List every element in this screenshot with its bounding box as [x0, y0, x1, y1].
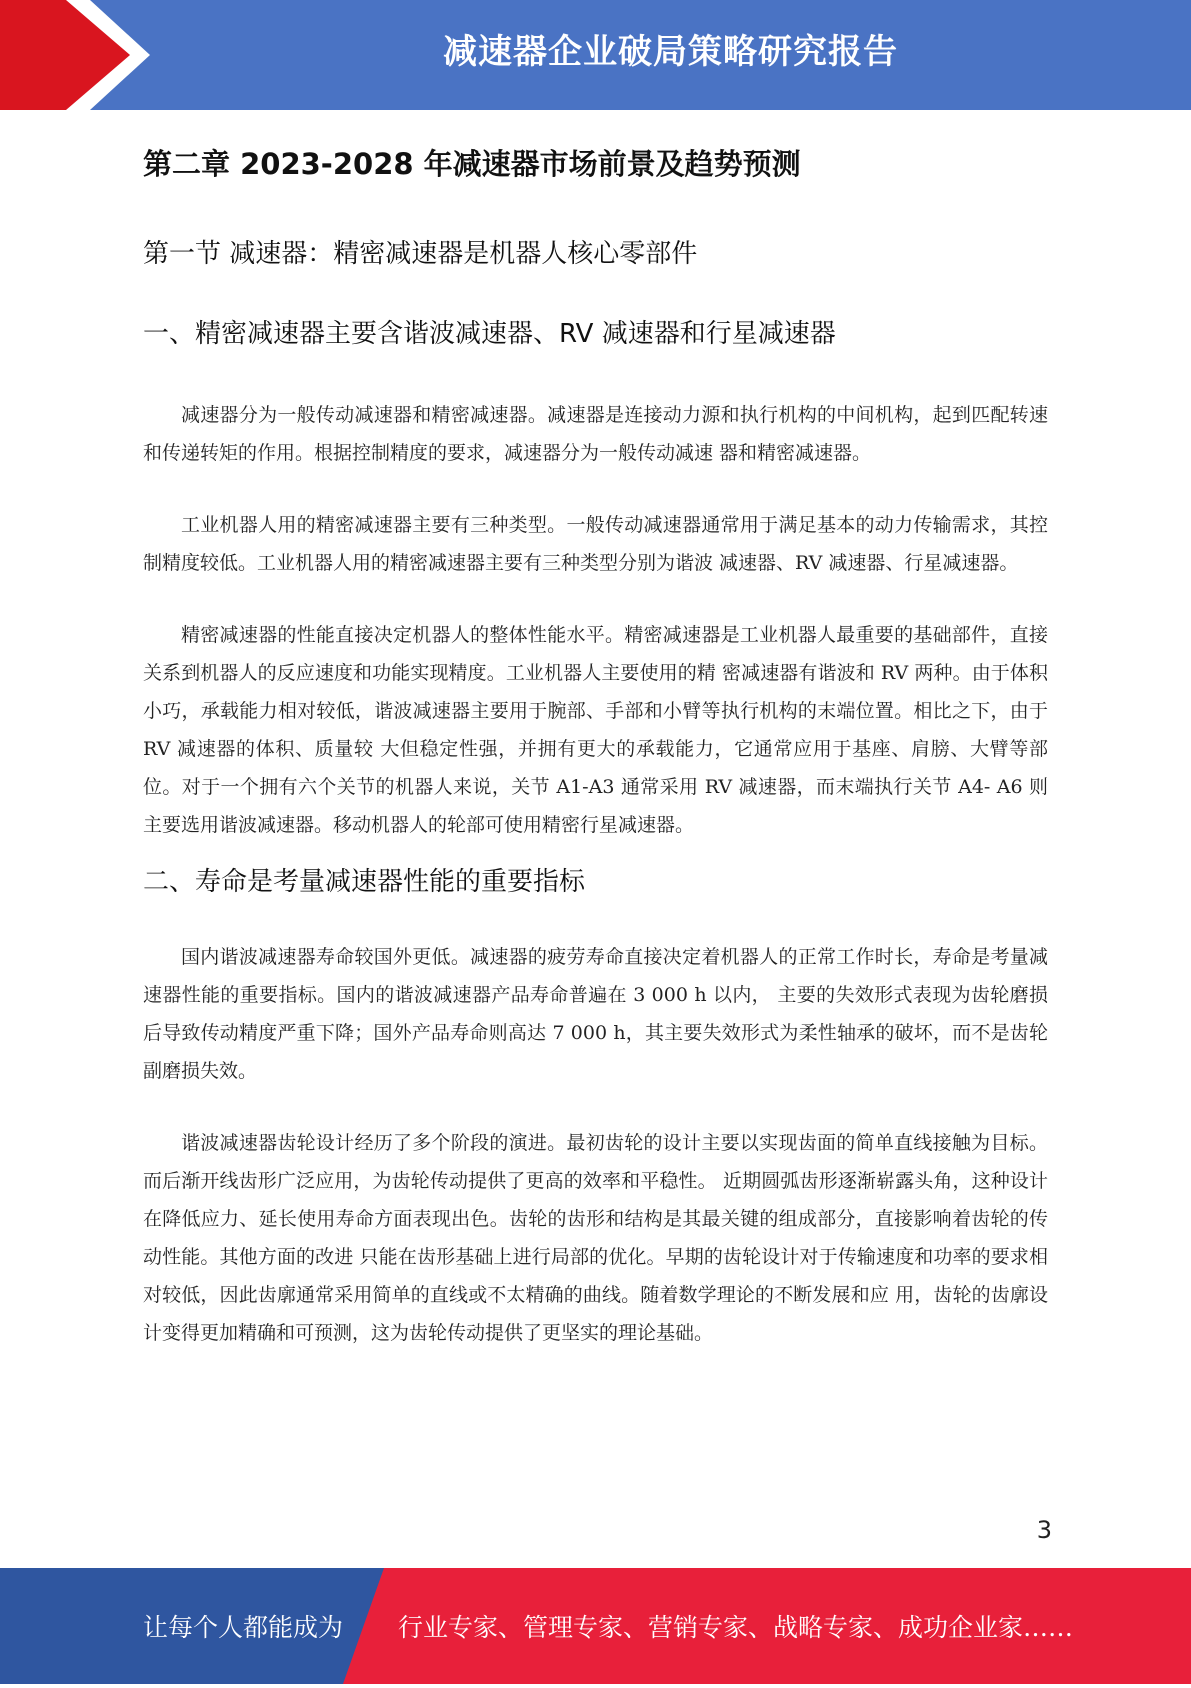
- report-header: [0, 0, 1191, 110]
- page-number: 3: [1036, 1516, 1052, 1544]
- footer-slogan-right: 行业专家、管理专家、营销专家、战略专家、成功企业家……: [398, 1613, 1074, 1642]
- chevron-red-arrow: [0, 0, 130, 110]
- footer-slogan-left: 让每个人都能成为: [143, 1613, 344, 1642]
- section-title: 第一节 减速器：精密减速器是机器人核心零部件: [143, 239, 698, 269]
- chapter-title: 第二章 2023-2028 年减速器市场前景及趋势预测: [143, 147, 801, 181]
- subsection-title-1: 一、精密减速器主要含谐波减速器、RV 减速器和行星减速器: [143, 319, 836, 349]
- paragraph: 减速器分为一般传动减速器和精密减速器。减速器是连接动力源和执行机构的中间机构，起到匹配转速和传递转矩的作用。根据控制精度的要求，减速器分为一般传动减速 器和精密减速器。: [143, 404, 1048, 464]
- report-footer: [0, 1568, 1191, 1684]
- report-title: 减速器企业破局策略研究报告: [443, 32, 898, 72]
- paragraph: 精密减速器的性能直接决定机器人的整体性能水平。精密减速器是工业机器人最重要的基础部件，直接关系到机器人的反应速度和功能实现精度。工业机器人主要使用的精 密减速器有谐波和 RV 两种。由于体积小巧，承载能力相对较低，谐波减速器主要用于腕部、手部和小臂等执行机构的末端位置。相比之下，由于 RV 减速器的体积、质量较 大但稳定性强，并拥有更大的承载能力，它通常应用于基座、肩膀、大臂等部位。对于一个拥有六个关节的机器人来说，关节 A1-A3 通常采用 RV 减速器，而末端执行关节 A4- A6 则主要选用谐波减速器。移动机器人的轮部可使用精密行星减速器。: [143, 624, 1048, 836]
- paragraph: 国内谐波减速器寿命较国外更低。减速器的疲劳寿命直接决定着机器人的正常工作时长，寿命是考量减速器性能的重要指标。国内的谐波减速器产品寿命普遍在 3 000 h 以内， 主要的失效形式表现为齿轮磨损后导致传动精度严重下降；国外产品寿命则高达 7 000 h，其主要失效形式为柔性轴承的破坏，而不是齿轮副磨损失效。: [143, 946, 1048, 1082]
- header-chevron-decoration: [0, 0, 160, 110]
- paragraph: 谐波减速器齿轮设计经历了多个阶段的演进。最初齿轮的设计主要以实现齿面的简单直线接触为目标。而后渐开线齿形广泛应用，为齿轮传动提供了更高的效率和平稳性。 近期圆弧齿形逐渐崭露头角，这种设计在降低应力、延长使用寿命方面表现出色。齿轮的齿形和结构是其最关键的组成部分，直接影响着齿轮的传动性能。其他方面的改进 只能在齿形基础上进行局部的优化。早期的齿轮设计对于传输速度和功率的要求相对较低，因此齿廓通常采用简单的直线或不太精确的曲线。随着数学理论的不断发展和应 用，齿轮的齿廓设计变得更加精确和可预测，这为齿轮传动提供了更坚实的理论基础。: [143, 1132, 1048, 1344]
- page-content: [143, 110, 1048, 1352]
- subsection-title-2: 二、寿命是考量减速器性能的重要指标: [143, 867, 586, 897]
- paragraph: 工业机器人用的精密减速器主要有三种类型。一般传动减速器通常用于满足基本的动力传输需求，其控制精度较低。工业机器人用的精密减速器主要有三种类型分别为谐波 减速器、RV 减速器、行星减速器。: [143, 514, 1048, 574]
